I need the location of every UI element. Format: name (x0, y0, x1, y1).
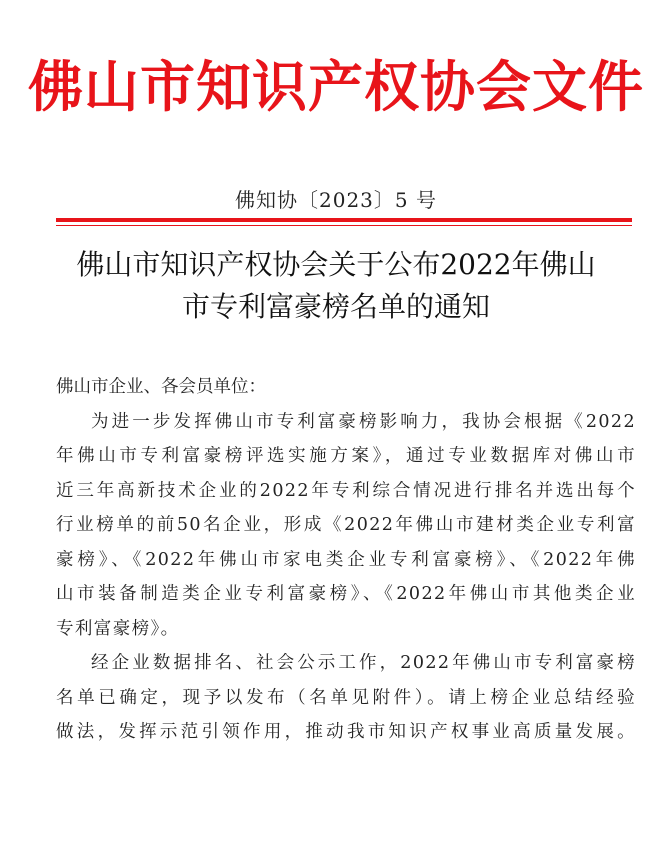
paragraph-2 (56, 646, 636, 750)
salutation: 佛山市企业、各会员单位： (56, 377, 266, 397)
paragraph-line: 行业榜单的前50名企业，形成《2022年佛山市建材类企业专利富 (56, 515, 636, 535)
red-header-rule-thin (56, 225, 632, 226)
paragraph-line: 专利富豪榜》。 (56, 618, 180, 639)
paragraph-line: 近三年高新技术企业的2022年专利综合情况进行排名并选出每个 (56, 480, 636, 501)
notice-body (56, 370, 636, 750)
org-file-title: 佛山市知识产权协会文件 (27, 55, 644, 119)
paragraph-line: 经企业数据排名、社会公示工作，2022年佛山市专利富豪榜 (91, 653, 636, 673)
paragraph-line: 做法，发挥示范引领作用，推动我市知识产权事业高质量发展。 (56, 722, 636, 742)
paragraph-1 (56, 405, 636, 647)
paragraph-line: 豪榜》、《2022年佛山市家电类企业专利富豪榜》、《2022年佛 (56, 549, 636, 570)
document-number: 佛知协〔2023〕5 号 (235, 188, 437, 212)
paragraph-line: 年佛山市专利富豪榜评选实施方案》，通过专业数据库对佛山市 (56, 446, 636, 466)
paragraph-line: 为进一步发挥佛山市专利富豪榜影响力，我协会根据《2022 (91, 411, 636, 432)
paragraph-line: 名单已确定，现予以发布（名单见附件）。请上榜企业总结经验 (56, 687, 636, 708)
notice-title-line-2: 市专利富豪榜名单的通知 (181, 290, 490, 323)
notice-title-line-1: 佛山市知识产权协会关于公布2022年佛山 (76, 248, 596, 281)
notice-title (40, 244, 632, 328)
paragraph-line: 山市装备制造类企业专利富豪榜》、《2022年佛山市其他类企业 (56, 584, 636, 604)
red-header-rule-thick (56, 218, 632, 222)
